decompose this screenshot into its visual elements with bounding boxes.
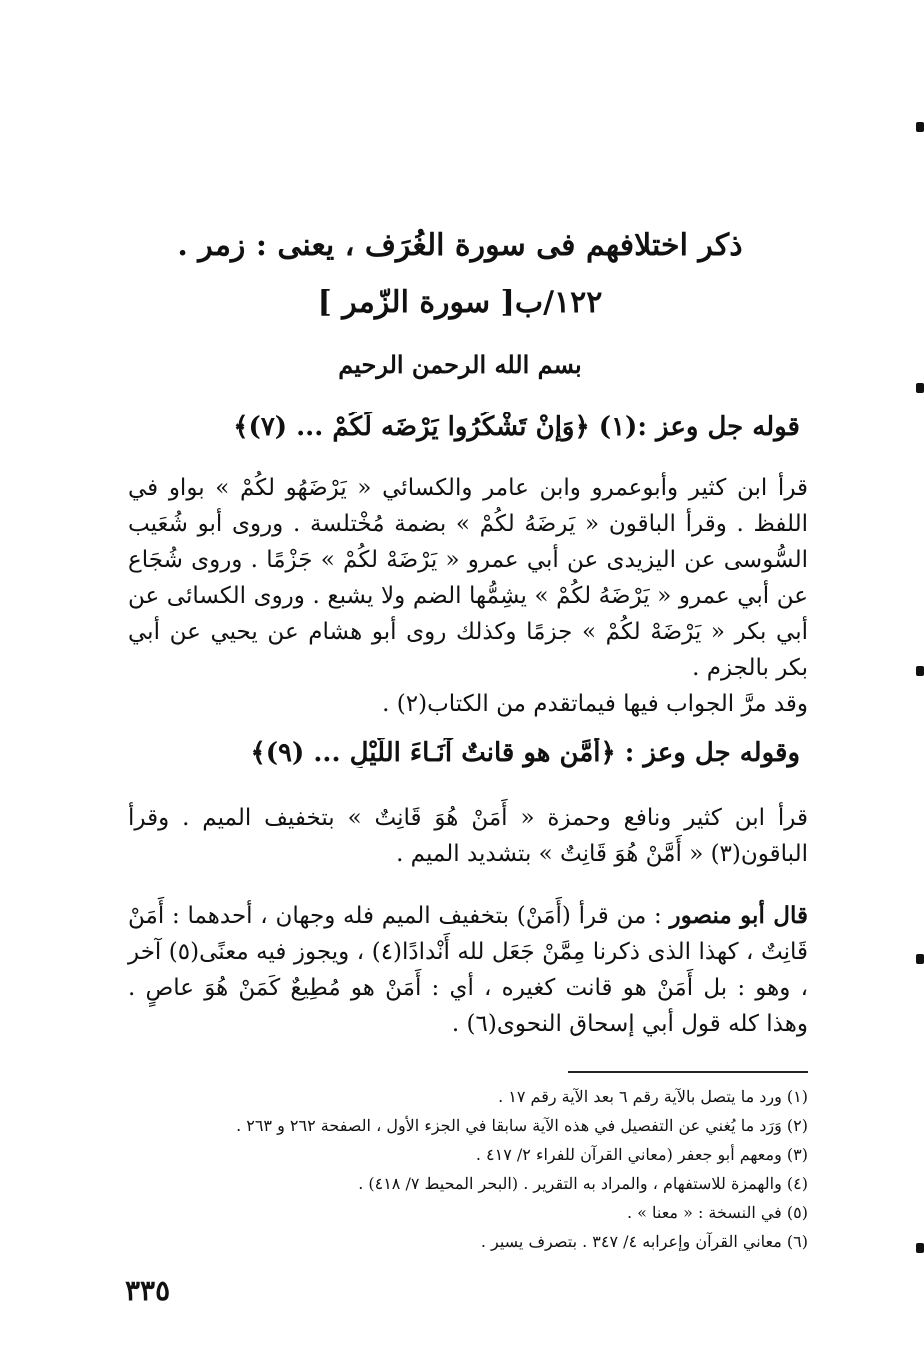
- commentary-author: قال أبو منصور: [669, 902, 808, 929]
- basmala: بسم الله الرحمن الرحيم: [338, 350, 582, 379]
- footnote-item: (١) ورد ما يتصل بالآية رقم ٦ بعد الآية رقم ١٧ .: [498, 1087, 808, 1106]
- footnotes: [150, 1082, 808, 1256]
- footnote-divider: [568, 1071, 808, 1073]
- chapter-heading: ذكر اختلافهم فى سورة الغُرَف ، يعنى : زمر .: [177, 228, 743, 263]
- scan-edge-mark: [916, 122, 924, 132]
- verse-heading-9: وقوله جل وعز : ﴿أَمَّن هو قانتٌ آنَـاءَ اللَّيْلِ ... (٩)﴾: [250, 738, 800, 768]
- footnote-item: (٣) ومعهم أبو جعفر (معاني القرآن للفراء ٢/ ٤١٧ .: [475, 1145, 808, 1164]
- page-number: ٣٣٥: [125, 1274, 171, 1307]
- commentary-paragraph: [128, 898, 808, 1042]
- verse-heading-7: قوله جل وعز :(١) ﴿وَإِنْ تَشْكُرُوا يَرْضَه لَكُمْ ... (٧)﴾: [233, 412, 800, 442]
- scan-edge-mark: [916, 666, 924, 676]
- reading-paragraph-verse-9: قرأ ابن كثير ونافع وحمزة « أَمَنْ هُوَ قَانِتٌ » بتخفيف الميم . وقرأ الباقون(٣) « أَمَّنْ هُوَ قَانِتٌ » بتشديد الميم .: [128, 805, 808, 867]
- scan-edge-mark: [916, 383, 924, 393]
- footnote-item: (٦) معاني القرآن وإعرابه ٤/ ٣٤٧ . بتصرف يسير .: [480, 1232, 808, 1251]
- footnote-item: (٢) وَرَد ما يُغني عن التفصيل في هذه الآية سابقا في الجزء الأول ، الصفحة ٢٦٢ و ٢٦٣ .: [236, 1116, 808, 1135]
- commentary-text: : من قرأ (أَمَنْ) بتخفيف الميم فله وجهان ، أحدهما : أَمَنْ قَانِتٌ ، كهذا الذى ذكرنا مِمَّنْ جَعَل لله أَنْدادًا(٤) ، ويجوز فيه معنًى(٥) آخر ، وهو : بل أَمَنْ هو قانت كغيره ، أي : أَمَنْ هو مُطِيعٌ كَمَنْ هُوَ عاصٍ . وهذا كله قول أبي إسحاق النحوى(٦) .: [128, 903, 808, 1037]
- scan-edge-mark: [916, 1243, 924, 1253]
- surah-title: ١٢٢/ب[ سورة الزّمر ]: [317, 285, 603, 320]
- scan-edge-mark: [916, 954, 924, 964]
- reading-paragraph-verse-7: قرأ ابن كثير وأبوعمرو وابن عامر والكسائي « يَرْضَهُو لكُمْ » بواو في اللفظ . وقرأ الباقون « يَرضَهُ لكُمْ » بضمة مُخْتلسة . وروى أبو شُعَيب السُّوسى عن اليزيدى عن أبي عمرو « يَرْضَهْ لكُمْ » جَزْمًا . وروى شُجَاع عن أبي عمرو « يَرْضَهُ لكُمْ » يشِمُّها الضم ولا يشبع . وروى الكسائى عن أبي بكر « يَرْضَهْ لكُمْ » جزمًا وكذلك روى أبو هشام عن يحيي عن أبي بكر بالجزم .: [128, 475, 809, 681]
- cross-reference-note: وقد مرَّ الجواب فيها فيماتقدم من الكتاب(٢) .: [382, 691, 808, 717]
- footnote-item: (٥) في النسخة : « معنا » .: [626, 1203, 808, 1222]
- footnote-item: (٤) والهمزة للاستفهام ، والمراد به التقرير . (البحر المحيط ٧/ ٤١٨) .: [358, 1174, 808, 1193]
